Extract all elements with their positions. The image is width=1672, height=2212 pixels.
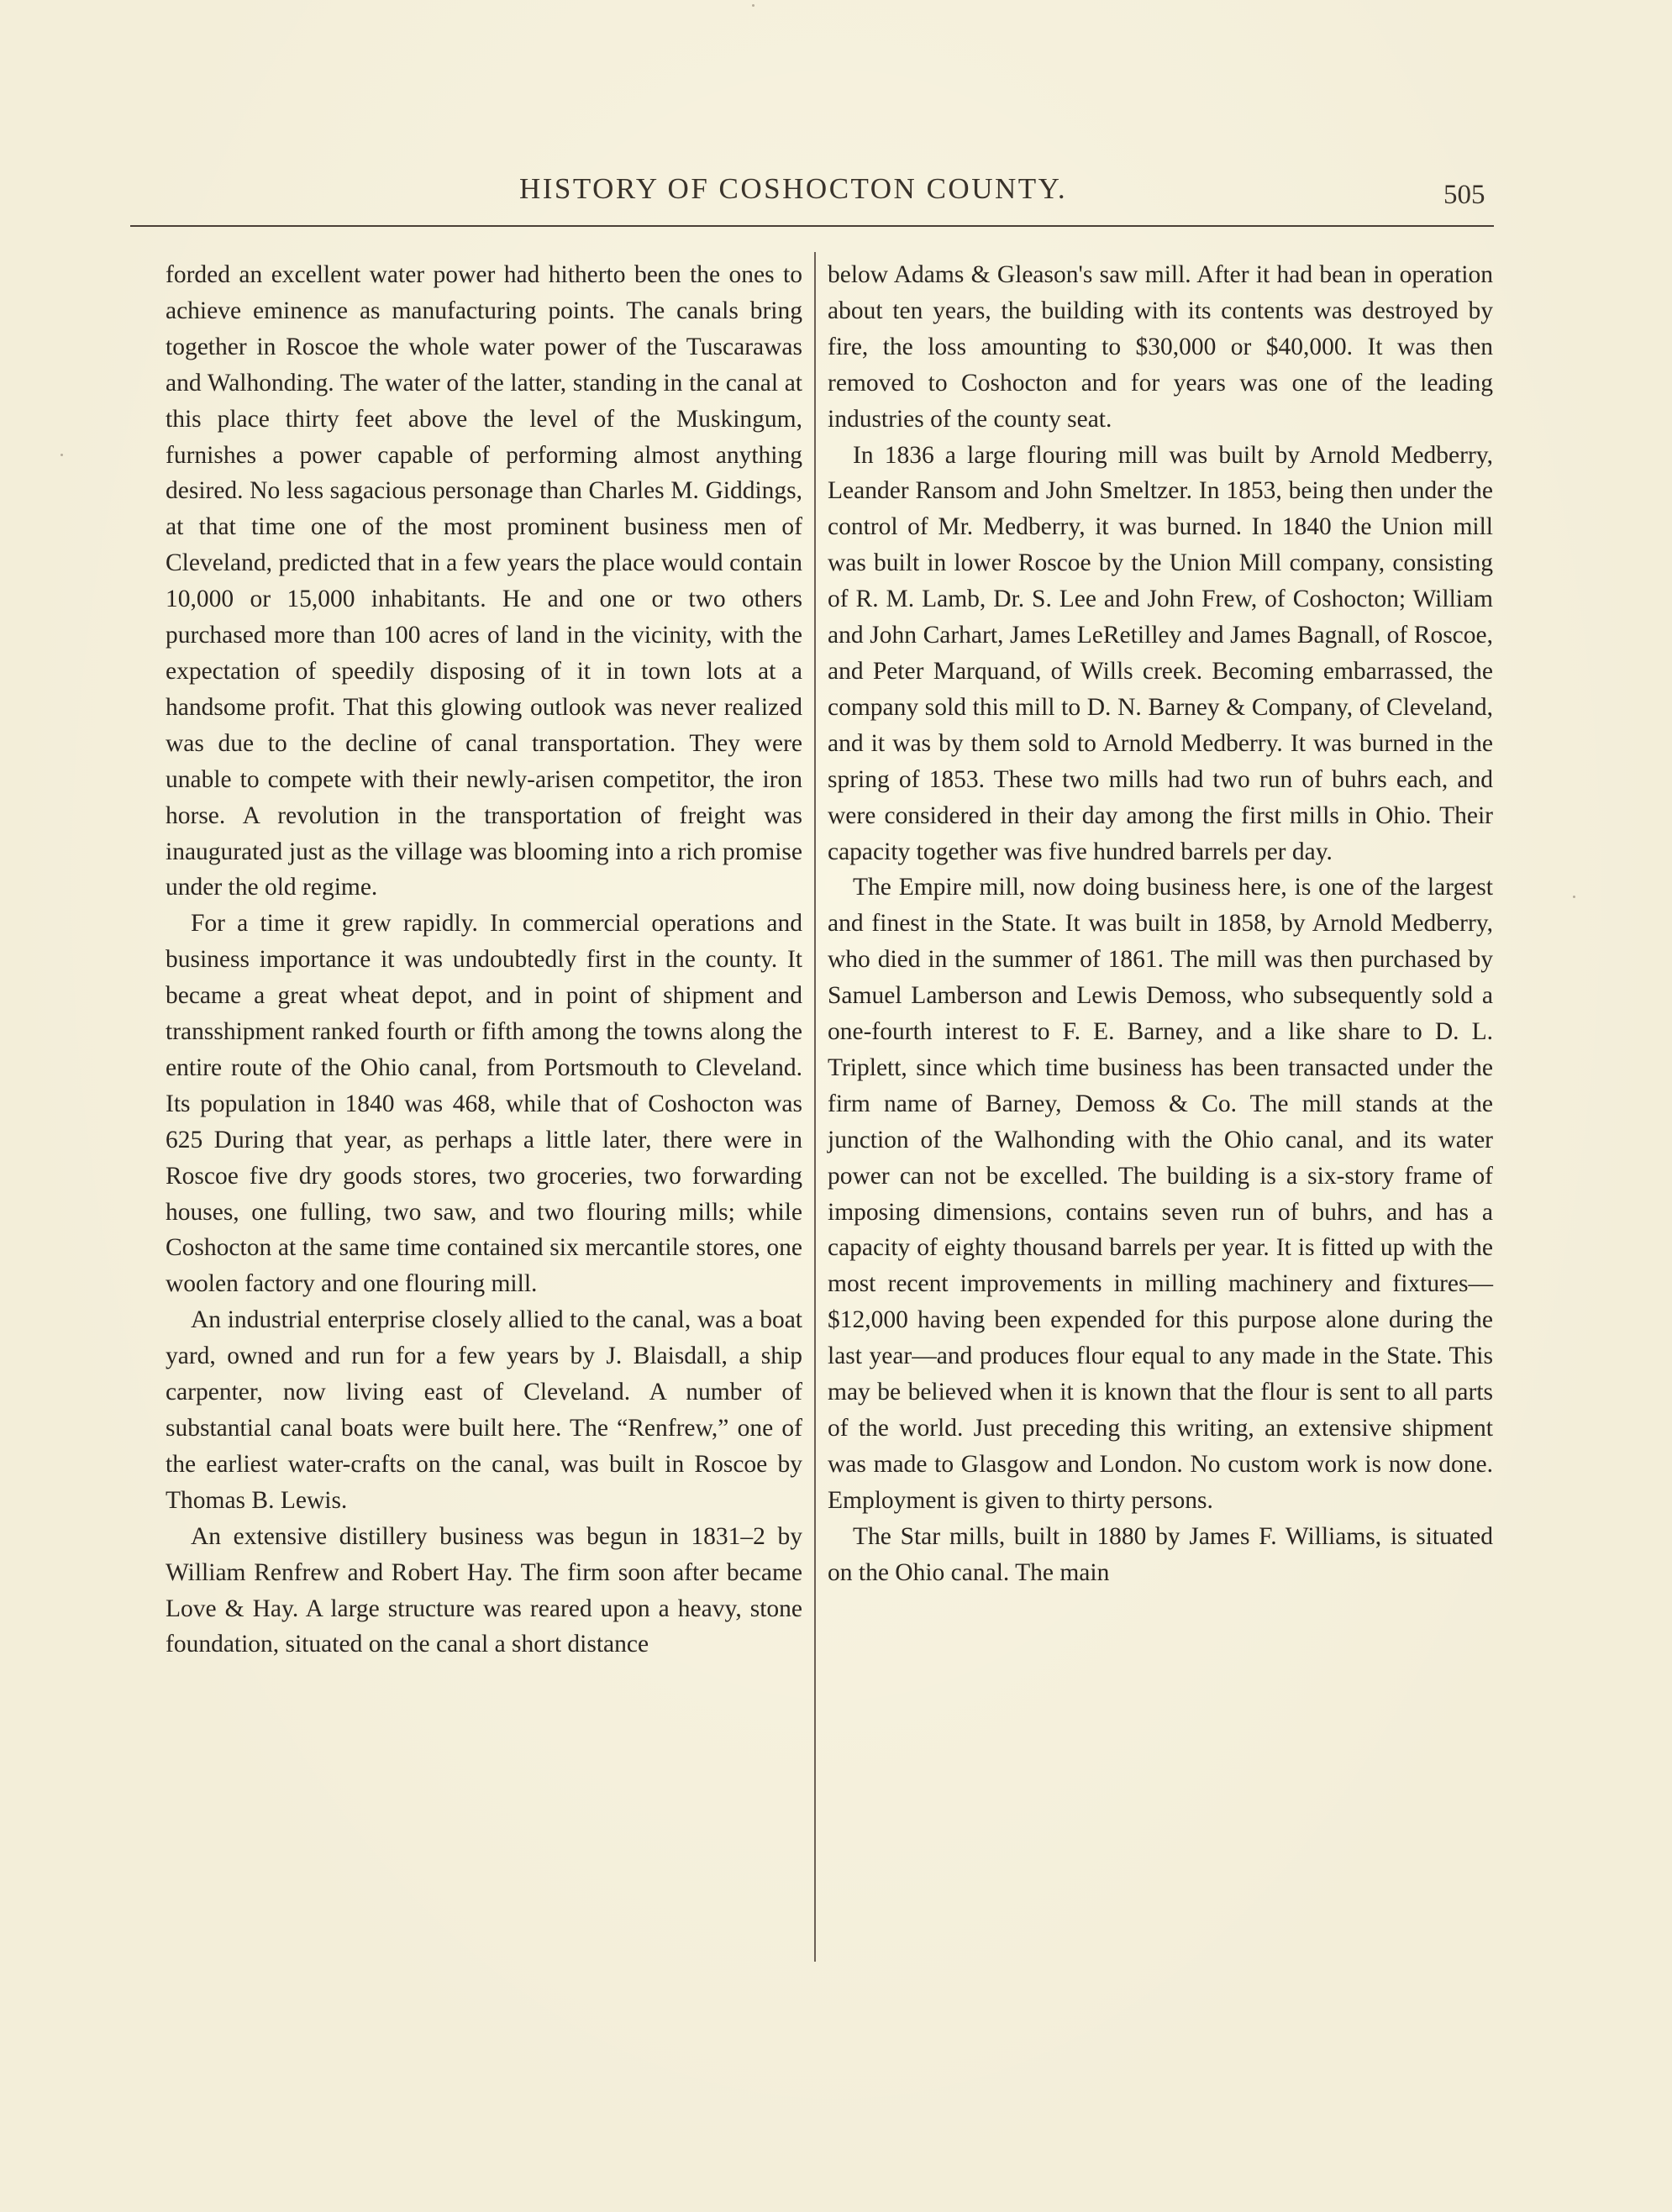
column-divider [814, 252, 816, 1962]
paragraph: below Adams & Gleason's saw mill. After it had bean in operation about ten years, the building with its contents was destroyed by fire, the loss amounting to $30,000 or $40,000. It was then removed to Coshocton and for years was one of the leading industries of the county seat. [828, 261, 1493, 433]
paragraph: For a time it grew rapidly. In commercial operations and business importance it was undoubtedly first in the county. It became a great wheat depot, and in point of shipment and transshipment ranked fourth or fifth among the towns along the entire route of the Ohio canal, from Portsmouth to Cleveland. Its population in 1840 was 468, while that of Coshocton was 625 During that year, as perhaps a little later, there were in Roscoe five dry goods stores, two groceries, two forwarding houses, one fulling, two saw, and two flouring mills; while Coshocton at the same time contained six mercantile stores, one woolen factory and one flouring mill. [166, 910, 802, 1298]
paragraph: In 1836 a large flouring mill was built by Arnold Medberry, Leander Ransom and John Smeltzer. In 1853, being then under the control of Mr. Medberry, it was burned. In 1840 the Union mill was built in lower Roscoe by the Union Mill company, consisting of R. M. Lamb, Dr. S. Lee and John Frew, of Coshocton; William and John Carhart, James LeRetilley and James Bagnall, of Roscoe, and Peter Marquand, of Wills creek. Becoming embarrassed, the company sold this mill to D. N. Barney & Company, of Cleveland, and it was by them sold to Arnold Medberry. It was burned in the spring of 1853. These two mills had two run of buhrs each, and were considered in their day among the first mills in Ohio. Their capacity together was five hundred barrels per day. [828, 441, 1493, 865]
paragraph: An extensive distillery business was begun in 1831–2 by William Renfrew and Robert Hay. The firm soon after became Love & Hay. A large structure was reared upon a heavy, stone foundation, situated on the canal a short distance [166, 1522, 802, 1658]
paper-speck [1573, 896, 1575, 898]
paragraph: An industrial enterprise closely allied to the canal, was a boat yard, owned and run for a few years by J. Blaisdall, a ship carpenter, now living east of Cleveland. A number of substantial canal boats were built here. The “Renfrew,” one of the earliest water-crafts on the canal, was built in Roscoe by Thomas B. Lewis. [166, 1306, 802, 1514]
running-title: HISTORY OF COSHOCTON COUNTY. [519, 172, 1068, 205]
paragraph: The Empire mill, now doing business here, is one of the largest and finest in the State. It was built in 1858, by Arnold Medberry, who died in the summer of 1861. The mill was then purchased by Samuel Lamberson and Lewis Demoss, who subsequently sold a one-fourth interest to F. E. Barney, and a like share to D. L. Triplett, since which time business has been transacted under the firm name of Barney, Demoss & Co. The mill stands at the junction of the Walhonding with the Ohio canal, and its water power can not be excelled. The building is a six-story frame of imposing dimensions, contains seven run of buhrs, and has a capacity of eighty thousand barrels per year. It is fitted up with the most recent improvements in milling machinery and fixtures—$12,000 having been expended for this purpose alone during the last year—and produces flour equal to any made in the State. This may be believed when it is known that the flour is sent to all parts of the world. Just preceding this writing, an extensive shipment was made to Glasgow and London. No custom work is now done. Employment is given to thirty persons. [828, 874, 1493, 1514]
header-rule [130, 225, 1494, 227]
paper-speck [752, 4, 755, 7]
paragraph: forded an excellent water power had hitherto been the ones to achieve eminence as manufacturing points. The canals bring together in Roscoe the whole water power of the Tuscarawas and Walhonding. The water of the latter, standing in the canal at this place thirty feet above the level of the Muskingum, furnishes a power capable of performing almost anything desired. No less sagacious personage than Charles M. Giddings, at that time one of the most prominent business men of Cleveland, predicted that in a few years the place would contain 10,000 or 15,000 inhabitants. He and one or two others purchased more than 100 acres of land in the vicinity, with the expectation of speedily disposing of it in town lots at a handsome profit. That this glowing outlook was never realized was due to the decline of canal transportation. They were unable to compete with their newly-arisen competitor, the iron horse. A revolution in the transportation of freight was inaugurated just as the village was blooming into a rich promise under the old regime. [166, 261, 802, 901]
paper-speck [60, 454, 63, 456]
right-column [828, 257, 1493, 1591]
page-number: 505 [1443, 180, 1485, 210]
paragraph: The Star mills, built in 1880 by James F. Williams, is situated on the Ohio canal. The main [828, 1522, 1493, 1586]
left-column [166, 257, 802, 1663]
